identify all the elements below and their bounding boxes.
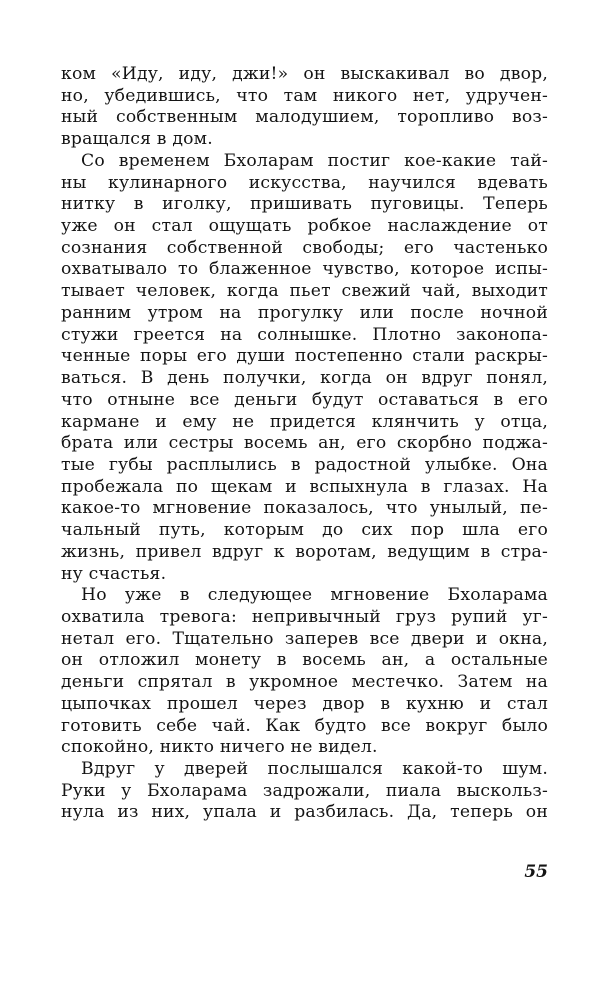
text-line: Вдруг у дверей послышался какой-то шум. bbox=[81, 759, 548, 779]
text-line: Но уже в следующее мгновение Бхоларама bbox=[81, 585, 548, 606]
text-line: охватила тревога: непривычный груз рупий уг- bbox=[61, 606, 548, 627]
text-line: чальный путь, которым до сих пор шла его bbox=[61, 520, 548, 541]
text-line: тые губы расплылись в радостной улыбке. Она bbox=[61, 454, 548, 475]
text-line: стужи греется на солнышке. Плотно законопа- bbox=[61, 324, 548, 345]
page-number: 55 bbox=[524, 862, 548, 882]
text-line: ком «Иду, иду, джи!» он выскакивал во двор, bbox=[61, 64, 548, 84]
text-line: нула из них, упала и разбилась. Да, теперь он bbox=[61, 802, 548, 823]
text-line: охватывало то блаженное чувство, которое испы- bbox=[61, 259, 548, 280]
text-line: цыпочках прошел через двор в кухню и стал bbox=[61, 693, 548, 714]
text-line: нитку в иголку, пришивать пуговицы. Теперь bbox=[61, 194, 548, 215]
text-line: уже он стал ощущать робкое наслаждение от bbox=[61, 216, 548, 237]
text-line: ваться. В день получки, когда он вдруг понял, bbox=[61, 368, 548, 389]
text-line: ный собственным малодушием, торопливо воз- bbox=[61, 107, 548, 128]
text-line: спокойно, никто ничего не видел. bbox=[61, 737, 378, 758]
text-line: он отложил монету в восемь ан, а остальные bbox=[61, 650, 548, 671]
text-line: вращался в дом. bbox=[61, 129, 213, 150]
text-line: пробежала по щекам и вспыхнула в глазах. На bbox=[61, 476, 548, 497]
text-line: нетал его. Тщательно заперев все двери и окна, bbox=[61, 628, 548, 649]
text-line: готовить себе чай. Как будто все вокруг было bbox=[61, 715, 548, 736]
text-line: Руки у Бхоларама задрожали, пиала выскольз- bbox=[61, 780, 548, 801]
text-line: жизнь, привел вдруг к воротам, ведущим в стра- bbox=[61, 541, 548, 562]
text-line: деньги спрятал в укромное местечко. Затем на bbox=[61, 672, 548, 693]
text-line: кармане и ему не придется клянчить у отца, bbox=[61, 411, 548, 432]
text-line: что отныне все деньги будут оставаться в его bbox=[61, 389, 548, 410]
page-body bbox=[61, 64, 548, 824]
text-line: ну счастья. bbox=[61, 563, 167, 584]
text-line: ранним утром на прогулку или после ночной bbox=[61, 302, 548, 323]
text-line: сознания собственной свободы; его частенько bbox=[61, 237, 548, 258]
text-line: ченные поры его души постепенно стали раскры- bbox=[61, 346, 548, 367]
text-line: но, убедившись, что там никого нет, удручен- bbox=[61, 85, 548, 106]
text-line: какое-то мгновение показалось, что унылый, пе- bbox=[61, 498, 548, 519]
text-line: тывает человек, когда пьет свежий чай, выходит bbox=[61, 281, 548, 302]
text-line: брата или сестры восемь ан, его скорбно поджа- bbox=[61, 433, 548, 454]
text-line: Со временем Бхоларам постиг кое-какие тай- bbox=[81, 150, 548, 171]
text-line: ны кулинарного искусства, научился вдевать bbox=[61, 172, 548, 193]
